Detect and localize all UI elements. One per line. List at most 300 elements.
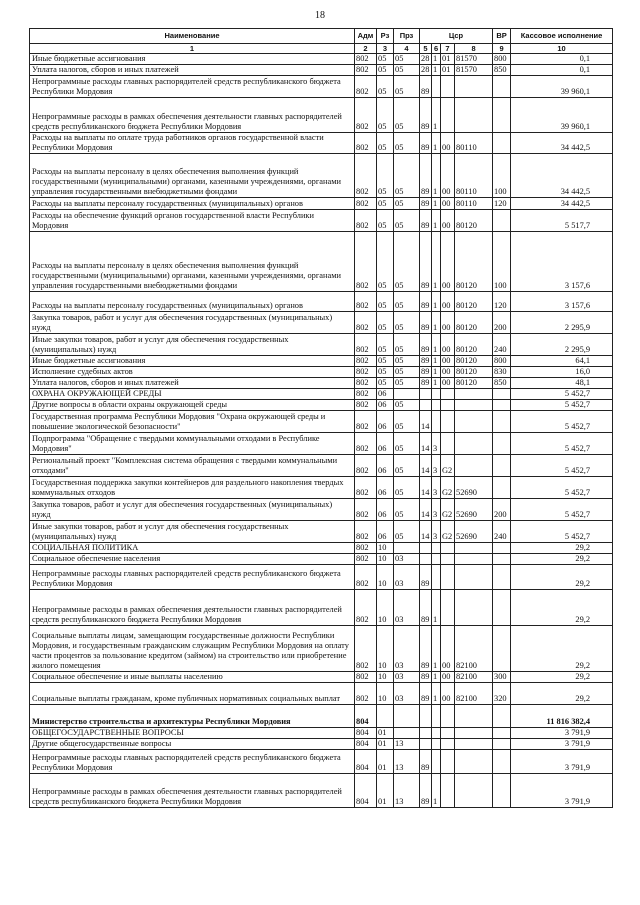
row-csr-direction: 00 <box>441 312 455 334</box>
row-name: Социальные выплаты лицам, замещающим государственные должности Республики Мордовия, и государственным гражданским служащим Республики Мордовия на оплату части процентов за пользование кредитом (займом) на строительство или приобретение жилого помещения <box>30 626 355 672</box>
table-row <box>30 477 613 499</box>
col-number: 6 <box>432 44 441 54</box>
row-vr: 800 <box>493 54 511 65</box>
row-csr-code <box>455 705 493 728</box>
row-csr-direction: 01 <box>441 65 455 76</box>
row-adm: 802 <box>355 554 377 565</box>
row-csr-subprogram: 1 <box>432 292 441 312</box>
row-name: Другие общегосударственные вопросы <box>30 739 355 750</box>
row-vr <box>493 565 511 590</box>
row-csr-program: 89 <box>420 154 432 198</box>
table-row <box>30 626 613 672</box>
row-csr-code <box>455 750 493 774</box>
row-csr-code: 80120 <box>455 292 493 312</box>
row-prz: 05 <box>394 334 420 356</box>
row-prz: 05 <box>394 477 420 499</box>
table-row <box>30 543 613 554</box>
row-rz: 06 <box>377 455 394 477</box>
row-csr-direction: G2 <box>441 499 455 521</box>
row-amount: 5 452,7 <box>511 499 613 521</box>
row-rz: 06 <box>377 477 394 499</box>
row-csr-program: 14 <box>420 433 432 455</box>
row-csr-subprogram <box>432 411 441 433</box>
table-row <box>30 565 613 590</box>
header-row <box>30 29 613 44</box>
row-rz: 10 <box>377 554 394 565</box>
row-csr-subprogram: 1 <box>432 774 441 808</box>
row-prz: 03 <box>394 565 420 590</box>
row-csr-subprogram: 1 <box>432 198 441 210</box>
row-amount: 39 960,1 <box>511 76 613 98</box>
row-csr-direction <box>441 543 455 554</box>
row-csr-direction <box>441 565 455 590</box>
row-adm: 804 <box>355 728 377 739</box>
row-csr-program: 89 <box>420 98 432 133</box>
table-row <box>30 400 613 411</box>
header-adm: Адм <box>355 29 377 44</box>
row-adm: 802 <box>355 683 377 705</box>
row-rz: 06 <box>377 499 394 521</box>
row-csr-direction <box>441 98 455 133</box>
table-row <box>30 389 613 400</box>
row-prz: 13 <box>394 739 420 750</box>
row-prz: 03 <box>394 672 420 683</box>
row-amount: 64,1 <box>511 356 613 367</box>
row-csr-subprogram <box>432 543 441 554</box>
row-csr-program: 89 <box>420 774 432 808</box>
row-csr-subprogram: 3 <box>432 477 441 499</box>
row-adm: 802 <box>355 378 377 389</box>
row-rz: 10 <box>377 590 394 626</box>
row-prz <box>394 728 420 739</box>
row-csr-program: 28 <box>420 65 432 76</box>
row-adm: 802 <box>355 590 377 626</box>
row-csr-code: 80120 <box>455 367 493 378</box>
row-adm: 802 <box>355 133 377 154</box>
table-row <box>30 705 613 728</box>
row-rz: 06 <box>377 433 394 455</box>
table-row <box>30 750 613 774</box>
row-csr-program <box>420 728 432 739</box>
row-csr-subprogram <box>432 389 441 400</box>
row-name: Государственная поддержка закупки контейнеров для раздельного накопления твердых коммунальных отходов <box>30 477 355 499</box>
row-vr: 100 <box>493 232 511 292</box>
row-rz: 05 <box>377 312 394 334</box>
row-adm: 804 <box>355 739 377 750</box>
row-csr-code <box>455 565 493 590</box>
row-amount: 5 452,7 <box>511 521 613 543</box>
row-name: Иные бюджетные ассигнования <box>30 356 355 367</box>
row-prz: 05 <box>394 54 420 65</box>
row-csr-direction: 00 <box>441 683 455 705</box>
row-csr-direction: 00 <box>441 626 455 672</box>
row-amount: 3 791,9 <box>511 739 613 750</box>
row-name: Закупка товаров, работ и услуг для обеспечения государственных (муниципальных) нужд <box>30 312 355 334</box>
row-adm: 802 <box>355 626 377 672</box>
row-csr-program: 89 <box>420 232 432 292</box>
row-csr-subprogram: 1 <box>432 378 441 389</box>
row-csr-program: 28 <box>420 54 432 65</box>
row-name: Иные закупки товаров, работ и услуг для обеспечения государственных (муниципальных) нужд <box>30 334 355 356</box>
row-vr: 100 <box>493 154 511 198</box>
table-row <box>30 411 613 433</box>
row-csr-subprogram: 1 <box>432 232 441 292</box>
col-number: 1 <box>30 44 355 54</box>
row-name: Непрограммные расходы в рамках обеспечения деятельности главных распорядителей средств республиканского бюджета Республики Мордовия <box>30 98 355 133</box>
row-csr-subprogram <box>432 400 441 411</box>
row-prz: 05 <box>394 521 420 543</box>
row-rz: 10 <box>377 565 394 590</box>
col-number: 2 <box>355 44 377 54</box>
col-number: 9 <box>493 44 511 54</box>
row-csr-program: 89 <box>420 367 432 378</box>
row-rz: 05 <box>377 154 394 198</box>
row-adm: 802 <box>355 312 377 334</box>
row-csr-subprogram: 1 <box>432 54 441 65</box>
row-csr-code: 80120 <box>455 356 493 367</box>
row-rz: 05 <box>377 198 394 210</box>
col-number: 3 <box>377 44 394 54</box>
table-row <box>30 433 613 455</box>
row-prz: 05 <box>394 198 420 210</box>
row-name: Непрограммные расходы главных распорядителей средств республиканского бюджета Республики Мордовия <box>30 565 355 590</box>
row-name: ОХРАНА ОКРУЖАЮЩЕЙ СРЕДЫ <box>30 389 355 400</box>
col-number: 7 <box>441 44 455 54</box>
row-amount: 29,2 <box>511 683 613 705</box>
row-csr-program: 89 <box>420 565 432 590</box>
row-adm: 802 <box>355 356 377 367</box>
row-name: Расходы на выплаты по оплате труда работников органов государственной власти Республики Мордовия <box>30 133 355 154</box>
col-number: 5 <box>420 44 432 54</box>
row-amount: 0,1 <box>511 54 613 65</box>
row-csr-subprogram: 1 <box>432 356 441 367</box>
col-number: 8 <box>455 44 493 54</box>
row-csr-direction: 00 <box>441 232 455 292</box>
table-row <box>30 98 613 133</box>
row-csr-subprogram: 1 <box>432 590 441 626</box>
row-csr-program: 89 <box>420 133 432 154</box>
row-adm: 802 <box>355 54 377 65</box>
row-vr <box>493 477 511 499</box>
row-vr <box>493 739 511 750</box>
budget-table <box>29 28 613 808</box>
row-adm: 802 <box>355 65 377 76</box>
row-csr-code <box>455 739 493 750</box>
row-csr-code <box>455 433 493 455</box>
row-vr <box>493 626 511 672</box>
row-rz: 10 <box>377 672 394 683</box>
table-row <box>30 672 613 683</box>
header-prz: Прз <box>394 29 420 44</box>
row-prz: 05 <box>394 499 420 521</box>
row-name: Расходы на обеспечение функций органов государственной власти Республики Мордовия <box>30 210 355 232</box>
row-adm: 802 <box>355 411 377 433</box>
row-csr-code: 80120 <box>455 378 493 389</box>
row-csr-code: 80110 <box>455 154 493 198</box>
row-amount: 48,1 <box>511 378 613 389</box>
table-row <box>30 198 613 210</box>
row-vr: 300 <box>493 672 511 683</box>
row-rz: 05 <box>377 54 394 65</box>
row-vr <box>493 433 511 455</box>
table-row <box>30 499 613 521</box>
row-adm: 802 <box>355 389 377 400</box>
row-csr-program <box>420 739 432 750</box>
row-csr-program: 14 <box>420 477 432 499</box>
row-name: Непрограммные расходы в рамках обеспечения деятельности главных распорядителей средств республиканского бюджета Республики Мордовия <box>30 590 355 626</box>
row-csr-program <box>420 543 432 554</box>
row-rz: 05 <box>377 65 394 76</box>
row-csr-subprogram: 3 <box>432 455 441 477</box>
row-name: Социальное обеспечение и иные выплаты населению <box>30 672 355 683</box>
row-csr-program: 89 <box>420 334 432 356</box>
row-csr-direction: 00 <box>441 334 455 356</box>
row-rz: 05 <box>377 292 394 312</box>
row-csr-direction: 00 <box>441 292 455 312</box>
row-amount: 3 791,9 <box>511 750 613 774</box>
row-rz: 06 <box>377 521 394 543</box>
row-prz: 05 <box>394 65 420 76</box>
row-amount: 34 442,5 <box>511 133 613 154</box>
row-name: Непрограммные расходы в рамках обеспечения деятельности главных распорядителей средств республиканского бюджета Республики Мордовия <box>30 774 355 808</box>
row-vr <box>493 411 511 433</box>
row-vr <box>493 774 511 808</box>
row-amount: 29,2 <box>511 590 613 626</box>
row-csr-direction: 00 <box>441 378 455 389</box>
row-adm: 802 <box>355 98 377 133</box>
row-rz: 10 <box>377 683 394 705</box>
row-adm: 802 <box>355 334 377 356</box>
row-adm: 802 <box>355 232 377 292</box>
row-name: Закупка товаров, работ и услуг для обеспечения государственных (муниципальных) нужд <box>30 499 355 521</box>
col-number: 10 <box>511 44 613 54</box>
row-csr-code: 52690 <box>455 477 493 499</box>
row-csr-program: 89 <box>420 626 432 672</box>
row-prz: 05 <box>394 154 420 198</box>
row-csr-program: 89 <box>420 750 432 774</box>
page-number: 18 <box>315 10 325 21</box>
table-row <box>30 154 613 198</box>
row-name: Расходы на выплаты персоналу в целях обеспечения выполнения функций государственными (муниципальными) органами, казенными учреждениями, органами управления государственными внебюджетными фондами <box>30 232 355 292</box>
row-amount: 29,2 <box>511 672 613 683</box>
row-csr-code: 82100 <box>455 672 493 683</box>
row-amount: 16,0 <box>511 367 613 378</box>
row-prz: 03 <box>394 626 420 672</box>
row-csr-subprogram: 3 <box>432 521 441 543</box>
row-csr-subprogram <box>432 705 441 728</box>
row-amount: 5 452,7 <box>511 389 613 400</box>
row-name: Министерство строительства и архитектуры Республики Мордовия <box>30 705 355 728</box>
row-prz <box>394 705 420 728</box>
row-prz: 05 <box>394 76 420 98</box>
row-amount: 34 442,5 <box>511 198 613 210</box>
header-csr: Цср <box>420 29 493 44</box>
row-vr: 120 <box>493 198 511 210</box>
row-csr-subprogram: 1 <box>432 683 441 705</box>
row-csr-program: 14 <box>420 455 432 477</box>
row-adm: 804 <box>355 774 377 808</box>
row-amount: 5 452,7 <box>511 411 613 433</box>
row-csr-subprogram: 1 <box>432 312 441 334</box>
table-row <box>30 739 613 750</box>
row-csr-code: 52690 <box>455 499 493 521</box>
row-name: ОБЩЕГОСУДАРСТВЕННЫЕ ВОПРОСЫ <box>30 728 355 739</box>
row-amount: 34 442,5 <box>511 154 613 198</box>
row-amount: 5 452,7 <box>511 455 613 477</box>
row-csr-code <box>455 554 493 565</box>
row-csr-direction <box>441 739 455 750</box>
row-csr-direction <box>441 389 455 400</box>
row-vr <box>493 590 511 626</box>
row-amount: 5 452,7 <box>511 477 613 499</box>
table-row <box>30 133 613 154</box>
row-csr-direction: G2 <box>441 521 455 543</box>
row-csr-subprogram: 1 <box>432 626 441 672</box>
row-csr-direction <box>441 705 455 728</box>
row-amount: 5 517,7 <box>511 210 613 232</box>
row-prz: 05 <box>394 232 420 292</box>
table-row <box>30 774 613 808</box>
row-amount: 5 452,7 <box>511 400 613 411</box>
row-name: Расходы на выплаты персоналу государственных (муниципальных) органов <box>30 292 355 312</box>
row-adm: 802 <box>355 521 377 543</box>
row-rz: 05 <box>377 367 394 378</box>
row-name: Уплата налогов, сборов и иных платежей <box>30 65 355 76</box>
row-adm: 802 <box>355 210 377 232</box>
row-csr-program: 89 <box>420 76 432 98</box>
column-number-row <box>30 44 613 54</box>
row-prz: 05 <box>394 312 420 334</box>
row-vr <box>493 705 511 728</box>
row-adm: 804 <box>355 750 377 774</box>
row-vr <box>493 750 511 774</box>
row-csr-subprogram: 1 <box>432 210 441 232</box>
table-row <box>30 334 613 356</box>
row-vr <box>493 400 511 411</box>
table-row <box>30 210 613 232</box>
row-csr-direction: 01 <box>441 54 455 65</box>
row-csr-program: 89 <box>420 210 432 232</box>
row-amount: 39 960,1 <box>511 98 613 133</box>
table-row <box>30 683 613 705</box>
row-vr: 240 <box>493 521 511 543</box>
row-csr-code <box>455 543 493 554</box>
row-name: Социальные выплаты гражданам, кроме публичных нормативных социальных выплат <box>30 683 355 705</box>
row-vr <box>493 543 511 554</box>
row-csr-program: 89 <box>420 292 432 312</box>
table-row <box>30 292 613 312</box>
row-csr-subprogram: 1 <box>432 133 441 154</box>
row-csr-subprogram: 1 <box>432 672 441 683</box>
row-adm: 802 <box>355 76 377 98</box>
row-vr: 240 <box>493 334 511 356</box>
row-amount: 3 791,9 <box>511 774 613 808</box>
row-csr-code <box>455 455 493 477</box>
table-row <box>30 312 613 334</box>
row-csr-subprogram: 1 <box>432 98 441 133</box>
header-rz: Рз <box>377 29 394 44</box>
row-csr-code: 82100 <box>455 626 493 672</box>
row-adm: 802 <box>355 292 377 312</box>
table-row <box>30 367 613 378</box>
row-prz: 05 <box>394 455 420 477</box>
row-csr-program: 89 <box>420 198 432 210</box>
row-vr: 320 <box>493 683 511 705</box>
row-name: Государственная программа Республики Мордовия "Охрана окружающей среды и повышение экологической безопасности" <box>30 411 355 433</box>
row-name: Подпрограмма "Обращение с твердыми коммунальными отходами в Республике Мордовия" <box>30 433 355 455</box>
row-vr <box>493 210 511 232</box>
row-csr-code <box>455 590 493 626</box>
row-rz: 05 <box>377 378 394 389</box>
table-row <box>30 54 613 65</box>
row-csr-code <box>455 98 493 133</box>
row-csr-program: 89 <box>420 590 432 626</box>
row-csr-code <box>455 728 493 739</box>
row-vr: 200 <box>493 499 511 521</box>
row-amount: 29,2 <box>511 565 613 590</box>
row-csr-program: 14 <box>420 521 432 543</box>
row-csr-subprogram <box>432 739 441 750</box>
row-adm: 802 <box>355 543 377 554</box>
row-prz: 05 <box>394 433 420 455</box>
row-amount: 2 295,9 <box>511 312 613 334</box>
row-rz: 06 <box>377 411 394 433</box>
row-csr-program <box>420 400 432 411</box>
row-name: Иные закупки товаров, работ и услуг для обеспечения государственных (муниципальных) нужд <box>30 521 355 543</box>
row-adm: 802 <box>355 565 377 590</box>
row-csr-code: 52690 <box>455 521 493 543</box>
row-csr-code <box>455 400 493 411</box>
row-vr <box>493 728 511 739</box>
row-prz: 05 <box>394 356 420 367</box>
row-prz: 03 <box>394 590 420 626</box>
row-name: Расходы на выплаты персоналу в целях обеспечения выполнения функций государственными (муниципальными) органами, казенными учреждениями, органами управления государственными внебюджетными фондами <box>30 154 355 198</box>
row-csr-code: 80110 <box>455 133 493 154</box>
row-csr-subprogram: 1 <box>432 367 441 378</box>
row-vr: 120 <box>493 292 511 312</box>
row-csr-code: 80120 <box>455 312 493 334</box>
row-adm: 804 <box>355 705 377 728</box>
row-csr-program: 89 <box>420 312 432 334</box>
table-row <box>30 378 613 389</box>
row-csr-program <box>420 705 432 728</box>
row-vr: 850 <box>493 378 511 389</box>
row-amount: 0,1 <box>511 65 613 76</box>
row-csr-direction: 00 <box>441 367 455 378</box>
row-rz: 05 <box>377 232 394 292</box>
row-prz: 05 <box>394 378 420 389</box>
row-csr-direction <box>441 750 455 774</box>
row-adm: 802 <box>355 433 377 455</box>
row-csr-subprogram <box>432 728 441 739</box>
row-csr-subprogram <box>432 565 441 590</box>
row-csr-code <box>455 389 493 400</box>
row-csr-program: 89 <box>420 683 432 705</box>
row-adm: 802 <box>355 400 377 411</box>
row-rz: 06 <box>377 400 394 411</box>
row-amount: 5 452,7 <box>511 433 613 455</box>
row-adm: 802 <box>355 499 377 521</box>
table-row <box>30 76 613 98</box>
table-row <box>30 521 613 543</box>
row-csr-code <box>455 76 493 98</box>
row-adm: 802 <box>355 455 377 477</box>
row-rz: 05 <box>377 356 394 367</box>
row-csr-direction: G2 <box>441 477 455 499</box>
row-csr-subprogram: 1 <box>432 154 441 198</box>
row-csr-code: 80120 <box>455 232 493 292</box>
row-csr-direction <box>441 774 455 808</box>
